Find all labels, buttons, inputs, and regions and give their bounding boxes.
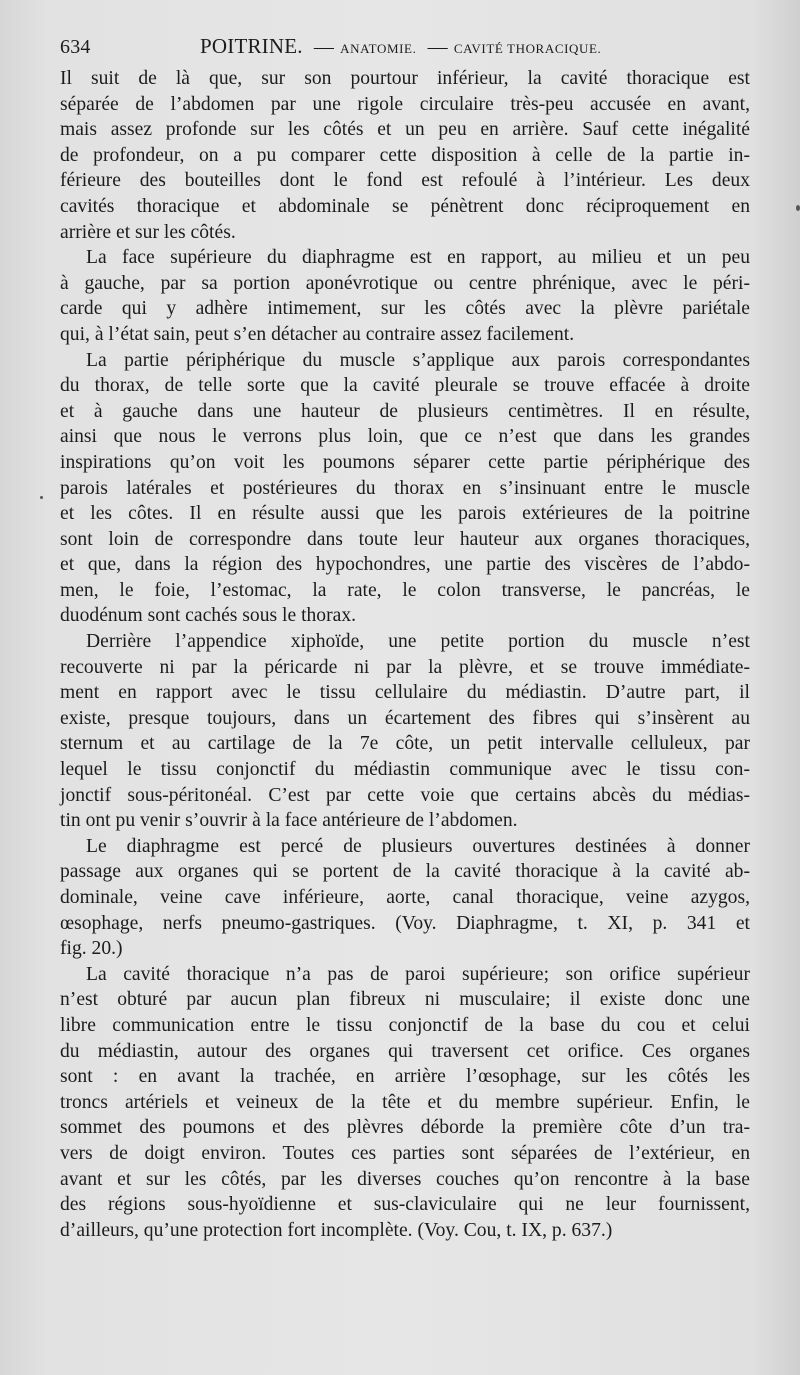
text-line: passage aux organes qui se portent de la cavité thoracique à la cavité ab- bbox=[60, 861, 750, 883]
header-subsection: CAVITÉ THORACIQUE. bbox=[453, 41, 602, 56]
header-separator: — bbox=[313, 36, 335, 58]
text-line: jonctif sous-péritonéal. C’est par cette voie que certains abcès du médias- bbox=[60, 784, 750, 806]
text-line: à gauche, par sa portion aponévrotique ou centre phrénique, avec le péri- bbox=[60, 272, 750, 294]
text-line: men, le foie, l’estomac, la rate, le colon transverse, le pancréas, le bbox=[60, 579, 750, 601]
text-line: du thorax, de telle sorte que la cavité pleurale se trouve effacée à droite bbox=[60, 375, 750, 397]
page-number: 634 bbox=[60, 36, 91, 58]
text-line: libre communication entre le tissu conjonctif de la base du cou et celui bbox=[60, 1014, 750, 1036]
paper-speck bbox=[796, 205, 800, 211]
text-line: parois latérales et postérieures du thorax en s’insinuant entre le muscle bbox=[60, 477, 750, 499]
text-line: sont : en avant la trachée, en arrière l’œsophage, sur les côtés les bbox=[60, 1066, 750, 1088]
text-line: qui, à l’état sain, peut s’en détacher au contraire assez facilement. bbox=[60, 323, 575, 345]
text-line: recouverte ni par la péricarde ni par la plèvre, et se trouve immédiate- bbox=[60, 656, 750, 678]
text-line: vers de doigt environ. Toutes ces parties sont séparées de l’extérieur, en bbox=[60, 1142, 750, 1164]
text-line: tin ont pu venir s’ouvrir à la face antérieure de l’abdomen. bbox=[60, 810, 518, 832]
header-section: ANATOMIE. bbox=[340, 41, 417, 56]
text-line: dominale, veine cave inférieure, aorte, canal thoracique, veine azygos, bbox=[60, 887, 750, 908]
text-line: La cavité thoracique n’a pas de paroi supérieure; son orifice supérieur bbox=[86, 963, 750, 985]
text-line: ment en rapport avec le tissu cellulaire du médiastin. D’autre part, il bbox=[60, 682, 750, 704]
text-line: existe, presque toujours, dans un écartement des fibres qui s’insèrent au bbox=[60, 707, 750, 729]
text-line: Derrière l’appendice xiphoïde, une petite portion du muscle n’est bbox=[86, 631, 750, 653]
text-line: duodénum sont cachés sous le thorax. bbox=[60, 605, 357, 627]
text-line: et à gauche dans une hauteur de plusieurs centimètres. Il en résulte, bbox=[60, 400, 750, 422]
text-line: Le diaphragme est percé de plusieurs ouvertures destinées à donner bbox=[86, 835, 750, 857]
text-line: arrière et sur les côtés. bbox=[60, 221, 236, 243]
text-line: lequel le tissu conjonctif du médiastin communique avec le tissu con- bbox=[60, 759, 750, 781]
header-title: POITRINE. bbox=[200, 34, 303, 58]
body-text bbox=[60, 66, 750, 1243]
text-line: du médiastin, autour des organes qui traversent cet orifice. Ces organes bbox=[60, 1040, 750, 1062]
text-line: et que, dans la région des hypochondres, une partie des viscères de l’abdo- bbox=[60, 554, 750, 576]
text-line: cavités thoracique et abdominale se pénètrent donc réciproquement en bbox=[60, 195, 750, 217]
text-line: et les côtes. Il en résulte aussi que les parois extérieures de la poitrine bbox=[60, 503, 750, 525]
running-header bbox=[60, 34, 750, 59]
text-line: de profondeur, on a pu comparer cette disposition à celle de la partie in- bbox=[60, 144, 750, 166]
text-line: d’ailleurs, qu’une protection fort incomplète. (Voy. Cou, t. IX, p. 637.) bbox=[60, 1219, 613, 1241]
text-line: des régions sous-hyoïdienne et sus-claviculaire qui ne leur fournissent, bbox=[60, 1194, 750, 1216]
text-line: La partie périphérique du muscle s’applique aux parois correspondantes bbox=[86, 349, 750, 371]
paper-speck bbox=[40, 496, 43, 499]
text-line: inspirations qu’on voit les poumons séparer cette partie périphérique des bbox=[60, 451, 750, 473]
header-separator: — bbox=[427, 36, 448, 58]
text-line: férieure des bouteilles dont le fond est refoulé à l’intérieur. Les deux bbox=[60, 170, 750, 192]
text-line: carde qui y adhère intimement, sur les côtés avec la plèvre pariétale bbox=[60, 298, 750, 320]
text-line: La face supérieure du diaphragme est en rapport, au milieu et un peu bbox=[86, 247, 750, 269]
text-line: fig. 20.) bbox=[60, 938, 123, 960]
text-line: sont loin de correspondre dans toute leur hauteur aux organes thoraciques, bbox=[60, 528, 750, 550]
text-line: troncs artériels et veineux de la tête et du membre supérieur. Enfin, le bbox=[60, 1091, 750, 1113]
text-line: sternum et au cartilage de la 7e côte, un petit intervalle celluleux, par bbox=[60, 733, 750, 755]
text-line: ainsi que nous le verrons plus loin, que ce n’est que dans les grandes bbox=[60, 426, 750, 448]
text-line: œsophage, nerfs pneumo-gastriques. (Voy. Diaphragme, t. XI, p. 341 et bbox=[60, 912, 750, 934]
text-line: avant et sur les côtés, par les diverses couches qu’on rencontre à la base bbox=[60, 1168, 750, 1190]
text-line: sommet des poumons et des plèvres déborde la première côte d’un tra- bbox=[60, 1117, 750, 1139]
text-line: mais assez profonde sur les côtés et un peu en arrière. Sauf cette inégalité bbox=[60, 119, 750, 141]
text-line: Il suit de là que, sur son pourtour inférieur, la cavité thoracique est bbox=[60, 68, 750, 89]
text-line: séparée de l’abdomen par une rigole circulaire très-peu accusée en avant, bbox=[60, 93, 750, 115]
text-line: n’est obturé par aucun plan fibreux ni musculaire; il existe donc une bbox=[60, 989, 750, 1011]
